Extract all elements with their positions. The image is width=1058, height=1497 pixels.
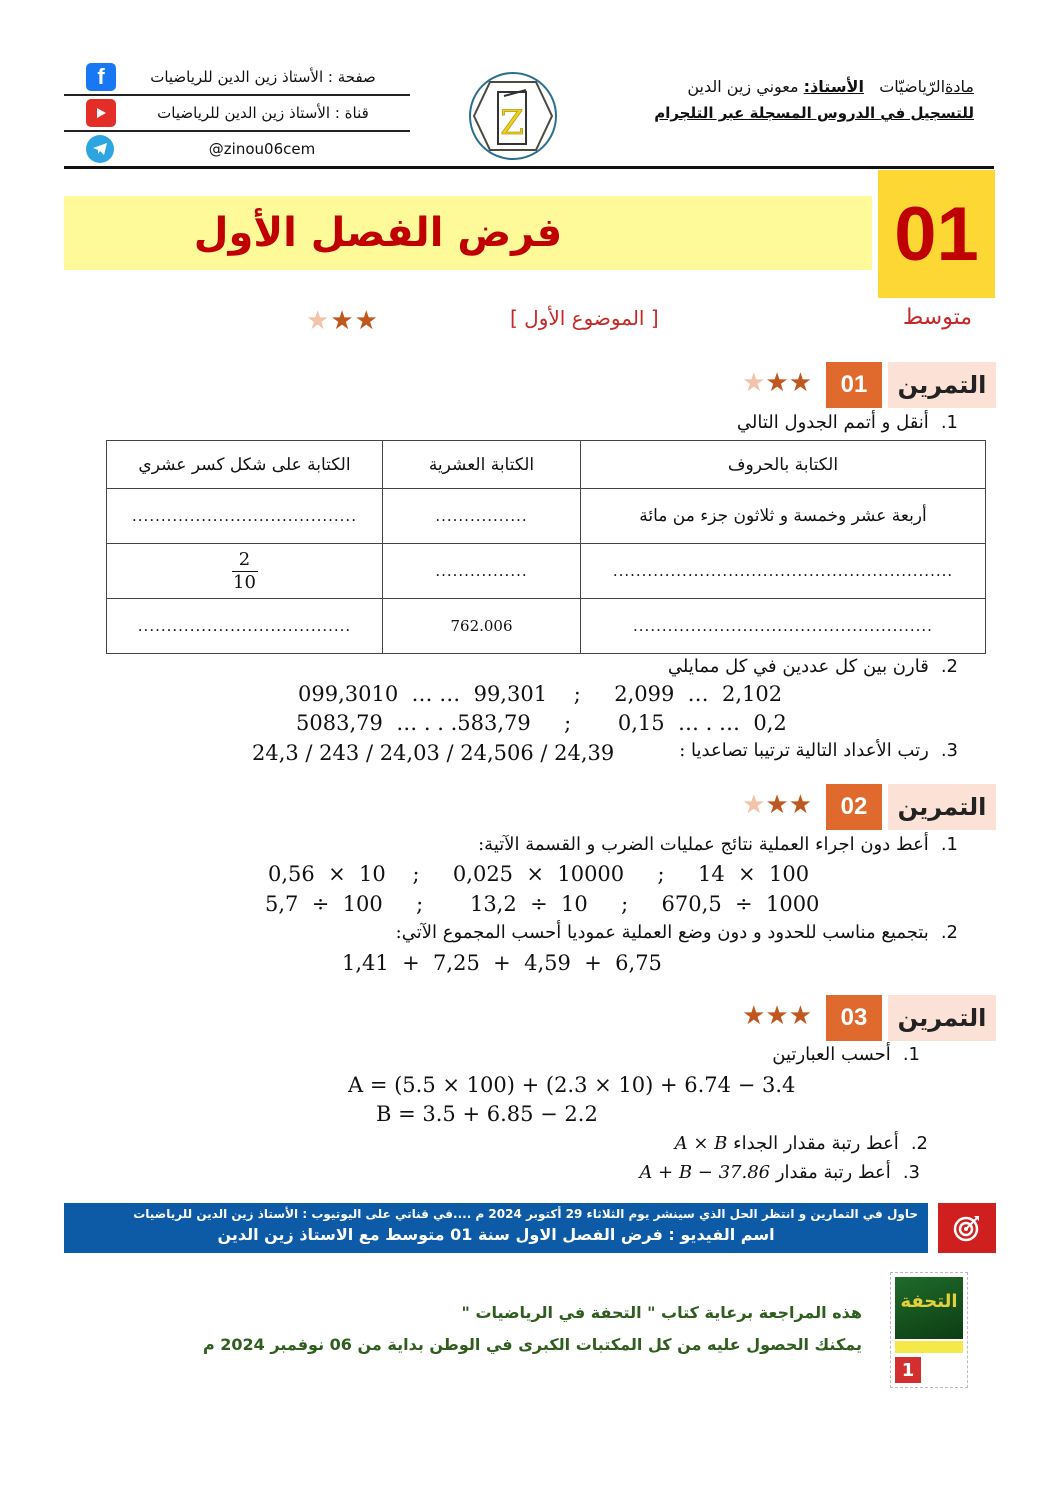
ex3-question-3: 3.أعط رتبة مقدار A + B − 37.86 <box>639 1162 920 1183</box>
table-cell: ..................................... <box>107 599 383 654</box>
exercise-difficulty-stars <box>742 368 812 398</box>
table-row <box>107 599 986 654</box>
level-label: متوسط <box>902 305 972 330</box>
exam-title: فرض الفصل الأول <box>193 210 563 256</box>
exercise-number: 02 <box>826 784 882 830</box>
sponsor-line-1: هذه المراجعة برعاية كتاب " التحفة في الرياضيات " <box>461 1303 862 1322</box>
star-icon: ★ <box>765 790 789 820</box>
video-banner <box>64 1203 928 1253</box>
fraction <box>232 549 258 594</box>
banner-video-title: اسم الفيديو : فرض الفصل الاول سنة 01 متوسط مع الاستاذ زين الدين <box>217 1225 775 1244</box>
table-cell: أربعة عشر وخمسة و ثلاثون جزء من مائة <box>581 489 986 544</box>
ex1-question-3: 3.رتب الأعداد التالية ترتيبا تصاعديا : <box>679 740 958 761</box>
banner-notice: حاول في التمارين و انتظر الحل الذي سينشر يوم الثلاثاء 29 أكتوبر 2024 م ....في قناتي على اليوتيوب : الأستاذ زين الدين للرياضيات <box>133 1207 918 1221</box>
star-icon: ★ <box>742 790 766 820</box>
grade-number: 01 <box>894 191 979 277</box>
star-icon: ★ <box>765 1001 789 1031</box>
facebook-page-text: صفحة : الأستاذ زين الدين للرياضيات <box>150 68 376 86</box>
fraction-numerator: 2 <box>238 548 251 570</box>
exercise-label: التمرين <box>888 362 996 408</box>
subject-label: مادة <box>945 77 974 96</box>
table-cell: .................................................... <box>581 599 986 654</box>
ex2-division-line: 5,7 ÷ 100 ; 13,2 ÷ 10 ; 670,5 ÷ 1000 <box>265 892 820 916</box>
book-title: التحفة <box>895 1277 963 1339</box>
star-icon: ★ <box>742 1001 766 1031</box>
ex2-sum-line: 1,41 + 7,25 + 4,59 + 6,75 <box>342 951 662 975</box>
ex1-question-1: 1.أنقل و أتمم الجدول التالي <box>736 412 958 433</box>
youtube-icon <box>86 99 116 127</box>
teacher-name: معوني زين الدين <box>687 77 799 96</box>
ex2-question-2: 2.بتجميع مناسب للحدود و دون وضع العملية عموديا أحسب المجموع الآتي: <box>395 922 958 943</box>
table-cell: 762.006 <box>383 599 581 654</box>
grade-number-box <box>878 170 995 298</box>
sum-expression: A + B − 37.86 <box>639 1162 771 1183</box>
teacher-info <box>654 74 974 126</box>
title-band <box>64 196 872 270</box>
exercise-difficulty-stars <box>742 1001 812 1031</box>
exercise-number: 03 <box>826 995 882 1041</box>
table-header: الكتابة بالحروف <box>581 441 986 489</box>
product-expression: A × B <box>674 1133 728 1154</box>
table-cell: ........................................................... <box>581 544 986 599</box>
social-youtube[interactable] <box>64 96 410 132</box>
telegram-icon <box>86 135 114 163</box>
ex1-compare-line-1: 099,3010 … … 99,301 ; 2,099 … 2,102 <box>298 682 783 706</box>
header-divider <box>64 166 994 169</box>
ex1-question-2: 2.قارن بين كل عددين في كل ممايلي <box>667 656 958 677</box>
ex2-multiplication-line: 0,56 × 10 ; 0,025 × 10000 ; 14 × 100 <box>268 862 810 886</box>
exercise-label: التمرين <box>888 995 996 1041</box>
table-row <box>107 544 986 599</box>
star-icon: ★ <box>306 306 331 336</box>
subject-name: الرّياضيّات <box>879 77 946 96</box>
ex1-order-values: 24,3 / 243 / 24,03 / 24,506 / 24,39 <box>252 741 615 765</box>
conversion-table <box>106 440 986 654</box>
star-icon: ★ <box>765 368 789 398</box>
social-telegram[interactable] <box>64 132 410 168</box>
star-icon: ★ <box>330 306 355 336</box>
ex3-question-1: 1.أحسب العبارتين <box>772 1044 920 1065</box>
table-header: الكتابة على شكل كسر عشري <box>107 441 383 489</box>
social-facebook[interactable] <box>64 60 410 96</box>
exercise-number: 01 <box>826 362 882 408</box>
subject-label: [ الموضوع الأول ] <box>510 306 659 330</box>
exercise-2-header <box>696 784 996 830</box>
ex3-expression-a: A = (5.5 × 100) + (2.3 × 10) + 6.74 − 3.4 <box>348 1073 796 1097</box>
register-telegram-link[interactable]: للتسجيل في الدروس المسجلة عبر التلجرام <box>654 104 974 122</box>
book-cover <box>890 1272 968 1388</box>
table-row <box>107 489 986 544</box>
telegram-handle: @zinou06cem <box>208 140 316 158</box>
table-header-row <box>107 441 986 489</box>
ex1-compare-line-2: 5083,79 … . . .583,79 ; 0,15 … . … 0,2 <box>296 711 787 735</box>
table-cell <box>107 544 383 599</box>
exercise-difficulty-stars <box>742 790 812 820</box>
ex2-question-1: 1.أعط دون اجراء العملية نتائج عمليات الضرب و القسمة الآتية: <box>478 834 958 855</box>
logo <box>468 68 558 164</box>
teacher-label: الأستاذ: <box>803 77 864 96</box>
star-icon: ★ <box>788 368 812 398</box>
title-difficulty-stars <box>306 306 379 336</box>
facebook-icon: f <box>86 63 116 91</box>
star-icon: ★ <box>788 1001 812 1031</box>
target-icon <box>938 1203 996 1253</box>
book-grade: 1 <box>895 1357 921 1383</box>
star-icon: ★ <box>742 368 766 398</box>
fraction-denominator: 10 <box>233 571 256 593</box>
table-cell: ................ <box>383 544 581 599</box>
logo-letter: Z <box>500 103 524 143</box>
star-icon: ★ <box>788 790 812 820</box>
exercise-1-header <box>696 362 996 408</box>
table-header: الكتابة العشرية <box>383 441 581 489</box>
sponsor-line-2: يمكنك الحصول عليه من كل المكتبات الكبرى في الوطن بداية من 06 نوفمبر 2024 م <box>202 1335 862 1354</box>
exercise-3-header <box>696 995 996 1041</box>
ex3-question-2: 2.أعط رتبة مقدار الجداء A × B <box>674 1133 928 1154</box>
table-cell: ................ <box>383 489 581 544</box>
ex3-expression-b: B = 3.5 + 6.85 − 2.2 <box>376 1102 598 1126</box>
star-icon: ★ <box>354 306 379 336</box>
table-cell: ....................................... <box>107 489 383 544</box>
exercise-label: التمرين <box>888 784 996 830</box>
youtube-channel-text: قناة : الأستاذ زين الدين للرياضيات <box>157 104 369 122</box>
